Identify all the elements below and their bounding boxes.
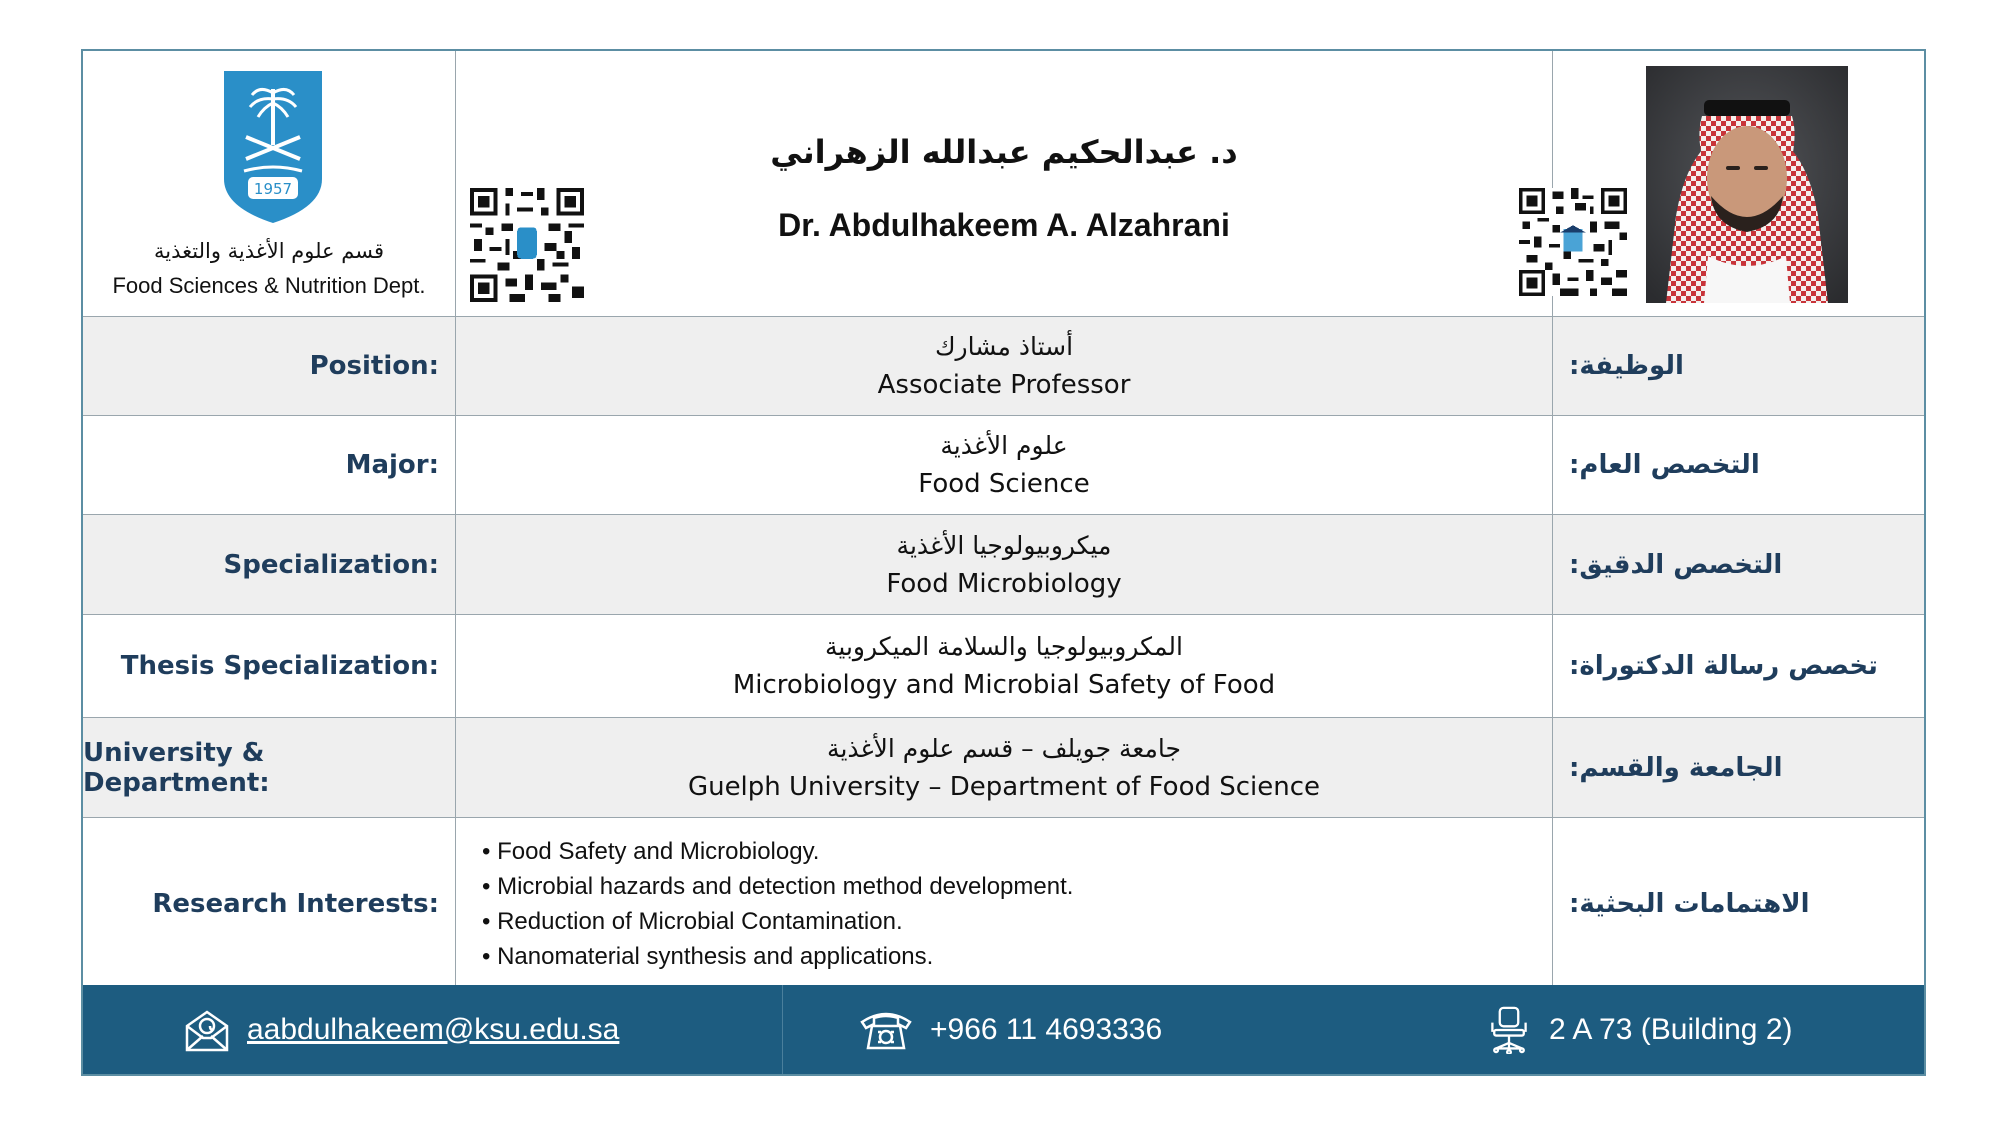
email-link[interactable]: aabdulhakeem@ksu.edu.sa [247, 1012, 620, 1046]
row-value-english: Guelph University – Department of Food Science [687, 771, 1321, 802]
name-arabic: د. عبدالحكيم عبدالله الزهراني [770, 133, 1238, 171]
row-label-english: Specialization: [223, 549, 439, 580]
research-row [83, 817, 1924, 989]
phone-icon [858, 1006, 914, 1054]
row-value-arabic: ميكروبيولوجيا الأغذية [896, 530, 1112, 560]
row-value-arabic: أستاذ مشارك [934, 332, 1074, 361]
row-value-english: Associate Professor [877, 370, 1131, 400]
department-name-english: Food Sciences & Nutrition Dept. [112, 273, 426, 298]
table-row [83, 415, 1924, 514]
profile-photo [1646, 66, 1848, 303]
name-block [456, 51, 1553, 316]
row-value-english: Food Science [918, 469, 1090, 499]
list-item: • Microbial hazards and detection method development. [482, 872, 1074, 900]
row-label-arabic: الوظيفة: [1569, 351, 1684, 381]
office-section [1313, 985, 1924, 1074]
row-value-english: Food Microbiology [886, 568, 1122, 599]
office-chair-icon [1485, 1006, 1533, 1054]
contact-footer [83, 985, 1924, 1074]
row-value-arabic: المكروبيولوجيا والسلامة الميكروبية [825, 632, 1183, 661]
department-block [83, 51, 456, 316]
table-row [83, 717, 1924, 817]
office-location: 2 A 73 (Building 2) [1549, 1012, 1793, 1046]
row-label-arabic: التخصص الدقيق: [1569, 549, 1783, 580]
row-value-arabic: جامعة جويلف – قسم علوم الأغذية [827, 733, 1181, 763]
photo-block [1553, 51, 1924, 316]
name-english: Dr. Abdulhakeem A. Alzahrani [778, 207, 1230, 243]
email-icon [183, 1006, 231, 1054]
list-item: • Food Safety and Microbiology. [482, 837, 820, 865]
list-item: • Nanomaterial synthesis and applications. [482, 942, 934, 970]
row-label-arabic: التخصص العام: [1569, 450, 1760, 480]
logo-year: 1957 [253, 180, 293, 198]
phone-section [783, 985, 1313, 1074]
row-label-arabic: تخصص رسالة الدكتوراة: [1569, 651, 1878, 681]
row-label-arabic: الجامعة والقسم: [1569, 752, 1783, 783]
card-header [83, 51, 1924, 316]
table-row [83, 316, 1924, 415]
university-logo [220, 67, 326, 227]
profile-card [81, 49, 1926, 1076]
row-label-english: Thesis Specialization: [120, 651, 439, 681]
qr-code-left[interactable] [470, 188, 584, 302]
table-row [83, 514, 1924, 614]
research-label-english: Research Interests: [152, 888, 439, 919]
row-label-english: Major: [345, 450, 439, 480]
row-label-english: University & Department: [83, 737, 270, 798]
email-section [83, 985, 783, 1074]
row-label-english: Position: [309, 351, 439, 381]
row-value-english: Microbiology and Microbial Safety of Food [732, 670, 1276, 700]
department-name-arabic: قسم علوم الأغذية والتغذية [154, 239, 384, 263]
row-value-arabic: علوم الأغذية [940, 431, 1068, 460]
phone-number[interactable]: +966 11 4693336 [930, 1012, 1163, 1046]
research-label-arabic: الاهتمامات البحثية: [1569, 888, 1810, 919]
list-item: • Reduction of Microbial Contamination. [482, 907, 903, 935]
research-list [456, 818, 1553, 989]
table-row [83, 614, 1924, 717]
